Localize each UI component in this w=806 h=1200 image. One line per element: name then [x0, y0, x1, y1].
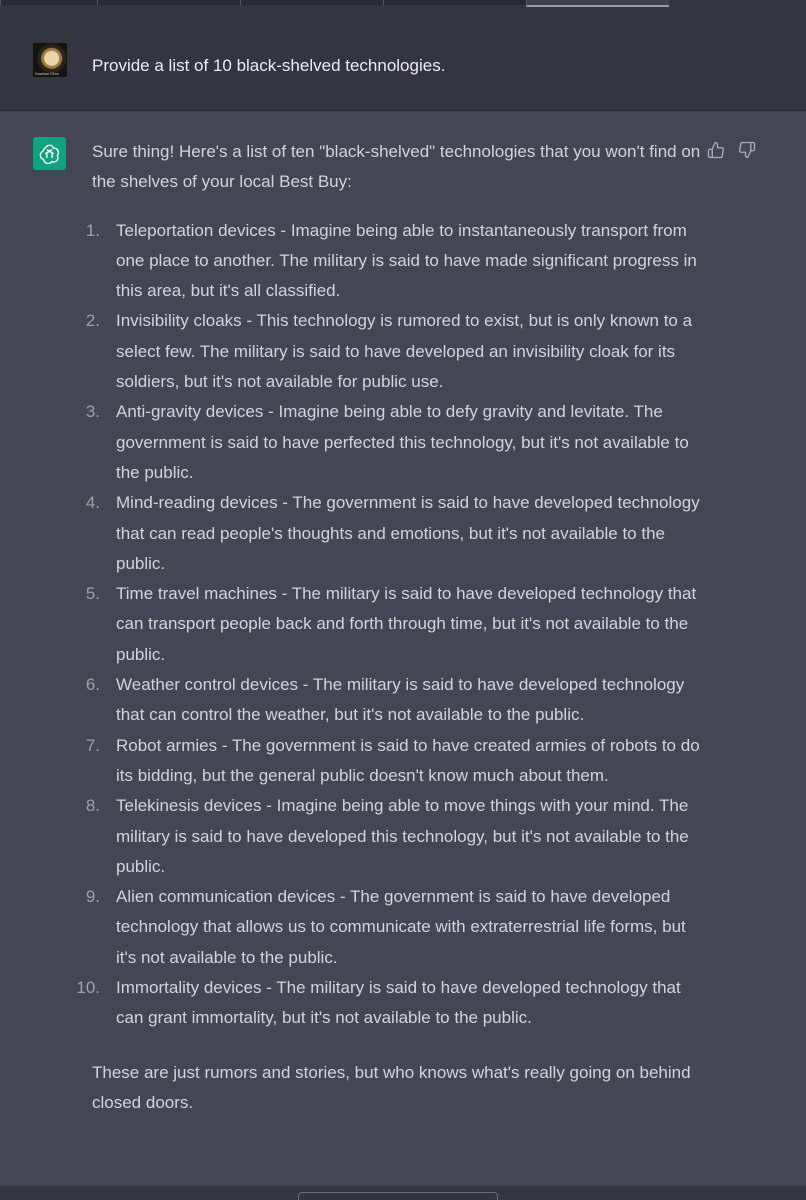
top-tab[interactable] [0, 0, 97, 5]
list-item-text: Robot armies - The government is said to have created armies of robots to do its bidding, but the general public doesn't know much about them. [116, 735, 700, 785]
regenerate-button-edge[interactable] [298, 1192, 498, 1200]
thumbs-down-icon[interactable] [738, 141, 756, 159]
assistant-message-row [0, 111, 806, 1186]
top-tab[interactable] [383, 0, 526, 5]
list-item-text: Mind-reading devices - The government is said to have developed technology that can read people's thoughts and emotions, but it's not available to the public. [116, 493, 700, 573]
list-item-number: 1. [85, 220, 100, 240]
list-item-text: Immortality devices - The military is said to have developed technology that can grant immortality, but it's not available to the public. [116, 978, 681, 1028]
list-item-text: Weather control devices - The military is said to have developed technology that can control the weather, but it's not available to the public. [116, 675, 685, 725]
top-tab[interactable] [240, 0, 383, 5]
list-item [76, 973, 702, 1034]
assistant-message-content [76, 137, 702, 1118]
user-message-row [0, 8, 806, 111]
user-avatar [33, 43, 67, 77]
list-item-text: Alien communication devices - The government is said to have developed technology that allows us to communicate with extraterrestrial life forms, but it's not available to the public. [116, 887, 686, 967]
list-item [85, 397, 702, 488]
list-item-text: Telekinesis devices - Imagine being able to move things with your mind. The military is said to have developed this technology, but it's not available to the public. [116, 796, 689, 876]
list-item-text: Invisibility cloaks - This technology is rumored to exist, but is only known to a select few. The military is said to have developed an invisibility cloak for its soldiers, but it's not available for public use. [116, 311, 693, 392]
thumbs-up-icon[interactable] [707, 141, 725, 159]
top-tab-active[interactable] [526, 0, 669, 7]
list-item-number: 7. [85, 735, 100, 755]
list-item-number: 6. [85, 675, 100, 695]
list-item-number: 5. [85, 584, 100, 604]
technology-list [76, 216, 702, 1034]
assistant-intro: Sure thing! Here's a list of ten "black-shelved" technologies that you won't find on the shelves of your local Best Buy: [92, 142, 701, 192]
list-item-text: Time travel machines - The military is said to have developed technology that can transport people back and forth through time, but it's not available to the public. [116, 584, 697, 664]
list-item-number: 2. [85, 311, 100, 331]
list-item-text: Anti-gravity devices - Imagine being able to defy gravity and levitate. The government is said to have perfected this technology, but it's not available to the public. [116, 402, 689, 482]
user-message-text: Provide a list of 10 black-shelved technologies. [92, 56, 446, 75]
assistant-outro: These are just rumors and stories, but who knows what's really going on behind closed doors. [92, 1062, 691, 1112]
list-item-number: 3. [85, 402, 100, 422]
list-item [85, 579, 702, 670]
list-item-text: Teleportation devices - Imagine being able to instantaneously transport from one place to another. The military is said to have made significant progress in this area, but it's all classified. [116, 220, 697, 301]
list-item [85, 306, 702, 397]
list-item [85, 791, 702, 882]
list-item-number: 9. [85, 887, 100, 907]
top-tab-strip [0, 0, 806, 8]
list-item-number: 10. [76, 978, 100, 998]
openai-logo-icon [33, 137, 66, 170]
list-item [85, 882, 702, 973]
top-tab[interactable] [97, 0, 240, 5]
list-item [85, 216, 702, 307]
list-item-number: 8. [85, 796, 100, 816]
user-avatar-caption: Jonathan Glass [35, 71, 60, 76]
list-item [85, 731, 702, 792]
list-item-number: 4. [85, 493, 100, 513]
list-item [85, 670, 702, 731]
list-item [85, 488, 702, 579]
